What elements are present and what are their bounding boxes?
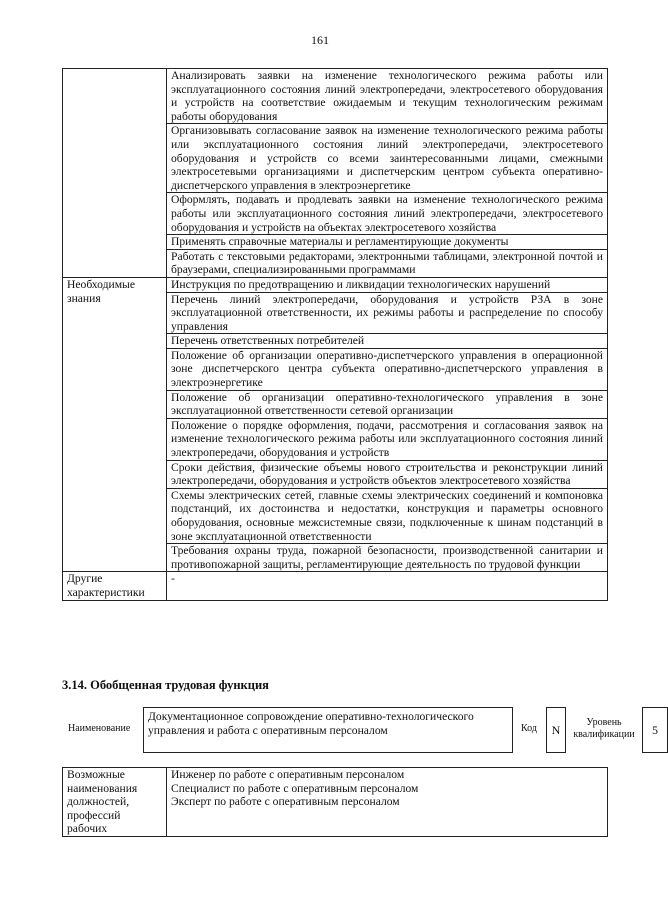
- table-row: [63, 572, 608, 600]
- knowledge-item: Требования охраны труда, пожарной безопасности, производственной санитарии и противопожарной защиты, регламентирующие деятельность по трудовой функции: [167, 544, 608, 572]
- table-row: [63, 277, 608, 292]
- positions-list: [167, 768, 608, 837]
- table-row: [63, 69, 608, 124]
- skill-item: Применять справочные материалы и регламентирующие документы: [167, 235, 608, 250]
- other-characteristics-label: Другие характеристики: [63, 572, 167, 600]
- knowledge-item: Перечень линий электропередачи, оборудования и устройств РЗА в зоне эксплуатационной ответственности, их режимы работы и распределение по способу управления: [167, 292, 608, 334]
- name-label: Наименование: [68, 723, 131, 734]
- function-name: Документационное сопровождение оперативно-технологического управления и работа с оперативным персоналом: [143, 707, 513, 753]
- code-label: Код: [521, 723, 537, 734]
- knowledge-item: Инструкция по предотвращению и ликвидации технологических нарушений: [167, 277, 608, 292]
- skill-item: Организовывать согласование заявок на изменение технологического режима работы или эксплуатационного состояния линий электропередачи, электросетевого оборудования и устройств со всеми заинтересованными лицами, смежными электросетевыми организациями и диспетчерским центром субъекта оперативно-диспетчерского управления в электроэнергетике: [167, 124, 608, 193]
- section-title: 3.14. Обобщенная трудовая функция: [62, 678, 269, 692]
- knowledge-item: Перечень ответственных потребителей: [167, 334, 608, 349]
- page-number: 161: [311, 33, 329, 47]
- qualification-level: 5: [642, 707, 668, 753]
- skill-item: Работать с текстовыми редакторами, электронными таблицами, электронной почтой и браузерами, специализированными программами: [167, 249, 608, 277]
- function-code: N: [546, 707, 566, 753]
- positions-table: [62, 767, 608, 837]
- generalized-function-header: [62, 707, 658, 755]
- knowledge-item: Положение о порядке оформления, подачи, рассмотрения и согласования заявок на изменение технологического режима работы или эксплуатационного состояния линий электропередачи, оборудования и устройств: [167, 418, 608, 460]
- skill-item: Оформлять, подавать и продлевать заявки на изменение технологического режима работы или эксплуатационного состояния линий электропередачи, электросетевого оборудования и устройств на объектах электросетевого хозяйства: [167, 193, 608, 235]
- knowledge-item: Положение об организации оперативно-технологического управления в зоне эксплуатационной ответственности сетевой организации: [167, 390, 608, 418]
- skills-label-cell: [63, 69, 167, 278]
- position-item: Эксперт по работе с оперативным персоналом: [171, 795, 400, 809]
- position-item: Инженер по работе с оперативным персоналом: [171, 768, 405, 781]
- other-characteristics-value: -: [167, 572, 608, 600]
- skill-item: Анализировать заявки на изменение технологического режима работы или эксплуатационного состояния линий электропередачи, электросетевого оборудования и устройств на соответствие ожидаемым и текущим технологическим режимам работы оборудования: [167, 69, 608, 124]
- table-row: [63, 768, 608, 837]
- positions-label: Возможные наименования должностей, профессий рабочих: [63, 768, 167, 837]
- knowledge-item: Схемы электрических сетей, главные схемы электрических соединений и компоновка подстанций, их достоинства и недостатки, конструкция и параметры основного оборудования, основные межсистемные связи, подключенные к шинам подстанций в зоне эксплуатационной ответственности: [167, 488, 608, 543]
- position-item: Специалист по работе с оперативным персоналом: [171, 781, 419, 795]
- knowledge-item: Сроки действия, физические объемы нового строительства и реконструкции линий электропередачи, оборудования и устройств объектов электросетевого хозяйства: [167, 460, 608, 488]
- knowledge-item: Положение об организации оперативно-диспетчерского управления в операционной зоне диспетчерского центра субъекта оперативно-диспетчерского управления в электроэнергетике: [167, 348, 608, 390]
- knowledge-label: Необходимые знания: [63, 277, 167, 571]
- qualification-level-label: Уровень квалификации: [573, 717, 635, 740]
- requirements-table: [62, 68, 608, 601]
